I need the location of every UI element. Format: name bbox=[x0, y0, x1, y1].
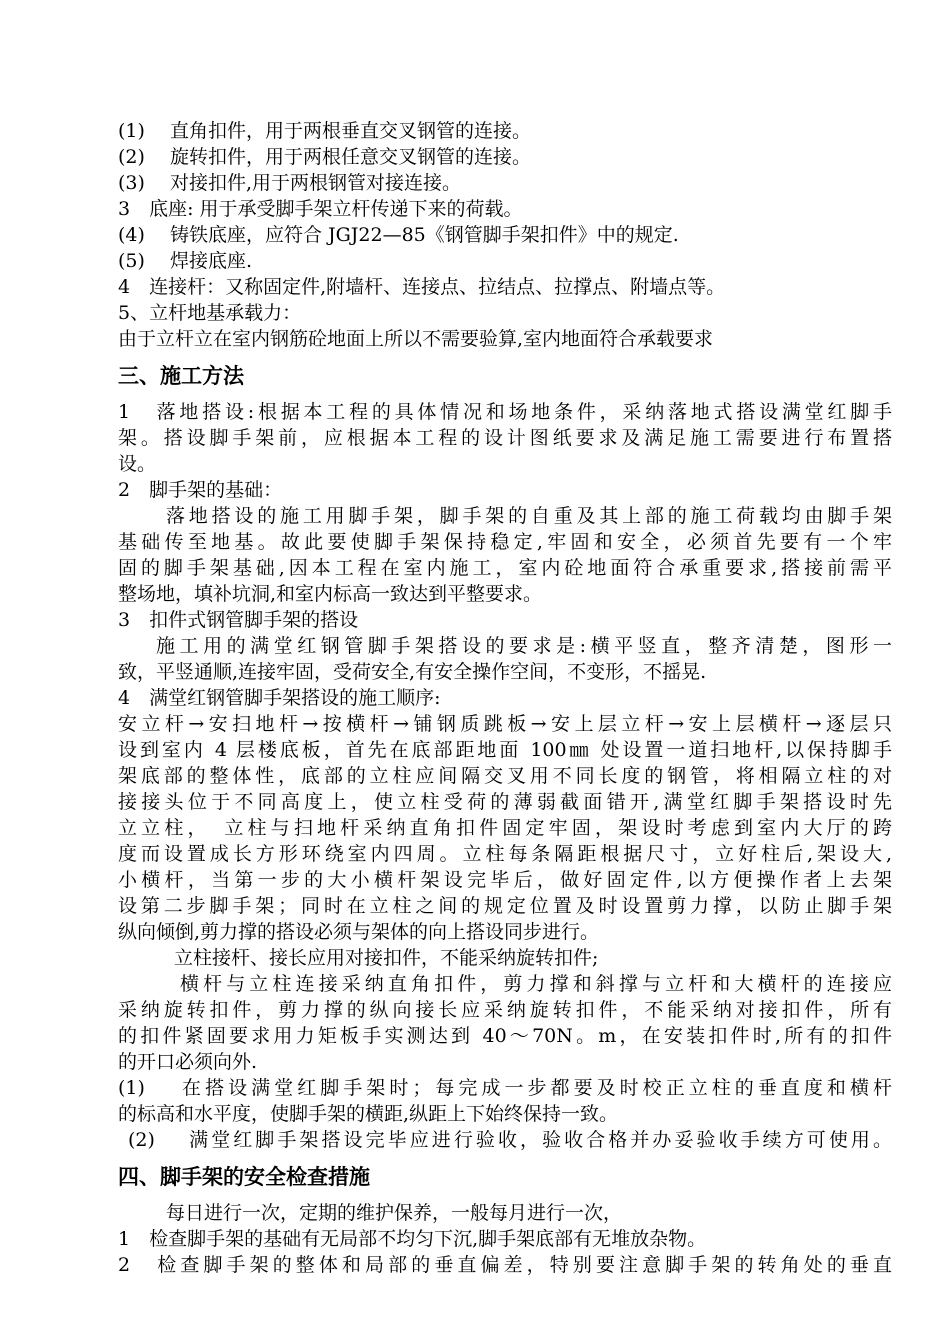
text-line: 5、立杆地基承载力： bbox=[118, 302, 302, 324]
text-line: 的标高和水平度，使脚手架的横距,纵距上下始终保持一致。 bbox=[118, 1103, 619, 1125]
text-line: 度而设置成长方形环绕室内四周。立柱每条隔距根据尺寸，立好柱后,架设大, bbox=[118, 843, 892, 865]
text-line: (3) 对接扣件,用于两根钢管对接连接。 bbox=[118, 172, 461, 194]
text-line: (2) 满堂红脚手架搭设完毕应进行验收，验收合格并办妥验收手续方可使用。 bbox=[128, 1129, 892, 1151]
text-line: 架。搭设脚手架前，应根据本工程的设计图纸要求及满足施工需要进行布置搭 bbox=[118, 427, 892, 449]
text-line: (1) 在搭设满堂红脚手架时；每完成一步都要及时校正立柱的垂直度和横杆 bbox=[118, 1077, 892, 1099]
text-line: 小横杆，当第一步的大小横杆架设完毕后，做好固定件,以方便操作者上去架 bbox=[118, 869, 892, 891]
text-line: 纵向倾倒,剪力撑的搭设必须与架体的向上搭设同步进行。 bbox=[118, 921, 600, 943]
text-line: (5) 焊接底座. bbox=[118, 250, 252, 272]
text-line: 设。 bbox=[118, 453, 157, 475]
section-heading: 四、脚手架的安全检查措施 bbox=[118, 1165, 370, 1189]
text-line: 4 满堂红钢管脚手架搭设的施工顺序: bbox=[118, 687, 441, 709]
text-line: 设第二步脚手架；同时在立柱之间的规定位置及时设置剪力撑，以防止脚手架 bbox=[118, 895, 892, 917]
text-line: 立立柱， 立柱与扫地杆采纳直角扣件固定牢固，架设时考虑到室内大厅的跨 bbox=[118, 817, 892, 839]
text-line: (1) 直角扣件，用于两根垂直交叉钢管的连接。 bbox=[118, 120, 531, 142]
document-page bbox=[118, 118, 892, 1278]
text-line: 安立杆→安扫地杆→按横杆→铺钢质跳板→安上层立杆→安上层横杆→逐层只 bbox=[118, 713, 892, 735]
text-line: 整场地，填补坑洞,和室内标高一致达到平整要求。 bbox=[118, 583, 543, 605]
text-line: 1 落地搭设:根据本工程的具体情况和场地条件，采纳落地式搭设满堂红脚手 bbox=[118, 401, 892, 423]
text-line: 采纳旋转扣件，剪力撑的纵向接长应采纳旋转扣件，不能采纳对接扣件，所有 bbox=[118, 999, 892, 1021]
text-line: 4 连接杆：又称固定件,附墙杆、连接点、拉结点、拉撑点、附墙点等。 bbox=[118, 276, 726, 298]
text-line: 的开口必须向外. bbox=[118, 1051, 258, 1073]
text-line: 3 底座: 用于承受脚手架立杆传递下来的荷载。 bbox=[118, 198, 523, 220]
text-line: 致，平竖通顺,连接牢固，受荷安全,有安全操作空间，不变形，不摇晃. bbox=[118, 661, 707, 683]
text-line: 设到室内 4 层楼底板，首先在底部距地面 100㎜ 处设置一道扫地杆,以保持脚手 bbox=[118, 739, 892, 761]
text-line: 由于立杆立在室内钢筋砼地面上所以不需要验算,室内地面符合承载要求 bbox=[118, 328, 714, 350]
text-line: 横杆与立柱连接采纳直角扣件，剪力撑和斜撑与立杆和大横杆的连接应 bbox=[180, 973, 892, 995]
text-line: 2 脚手架的基础： bbox=[118, 479, 283, 501]
text-line: 1 检查脚手架的基础有无局部不均匀下沉,脚手架底部有无堆放杂物。 bbox=[118, 1228, 707, 1250]
text-line: 接接头位于不同高度上，使立柱受荷的薄弱截面错开,满堂红脚手架搭设时先 bbox=[118, 791, 892, 813]
text-line: 立柱接杆、接长应用对接扣件，不能采纳旋转扣件; bbox=[174, 947, 599, 969]
text-line: (2) 旋转扣件，用于两根任意交叉钢管的连接。 bbox=[118, 146, 531, 168]
text-line: 架底部的整体性，底部的立柱应间隔交叉用不同长度的钢管，将相隔立柱的对 bbox=[118, 765, 892, 787]
text-line: 落地搭设的施工用脚手架，脚手架的自重及其上部的施工荷载均由脚手架 bbox=[166, 505, 892, 527]
text-line: 施工用的满堂红钢管脚手架搭设的要求是:横平竖直，整齐清楚，图形一 bbox=[156, 635, 892, 657]
text-line: 基础传至地基。故此要使脚手架保持稳定,牢固和安全，必须首先要有一个牢 bbox=[118, 531, 892, 553]
text-line: 3 扣件式钢管脚手架的搭设 bbox=[118, 609, 359, 631]
text-line: 的扣件紧固要求用力矩板手实测达到 40～70N。m，在安装扣件时,所有的扣件 bbox=[118, 1025, 892, 1047]
text-line: 固的脚手架基础,因本工程在室内施工，室内砼地面符合承重要求,搭接前需平 bbox=[118, 557, 892, 579]
section-heading: 三、施工方法 bbox=[118, 364, 244, 388]
text-line: 2 检查脚手架的整体和局部的垂直偏差，特别要注意脚手架的转角处的垂直 bbox=[118, 1254, 892, 1276]
text-line: (4) 铸铁底座，应符合 JGJ22—85《钢管脚手架扣件》中的规定. bbox=[118, 224, 679, 246]
text-line: 每日进行一次，定期的维护保养，一般每月进行一次， bbox=[166, 1202, 623, 1224]
